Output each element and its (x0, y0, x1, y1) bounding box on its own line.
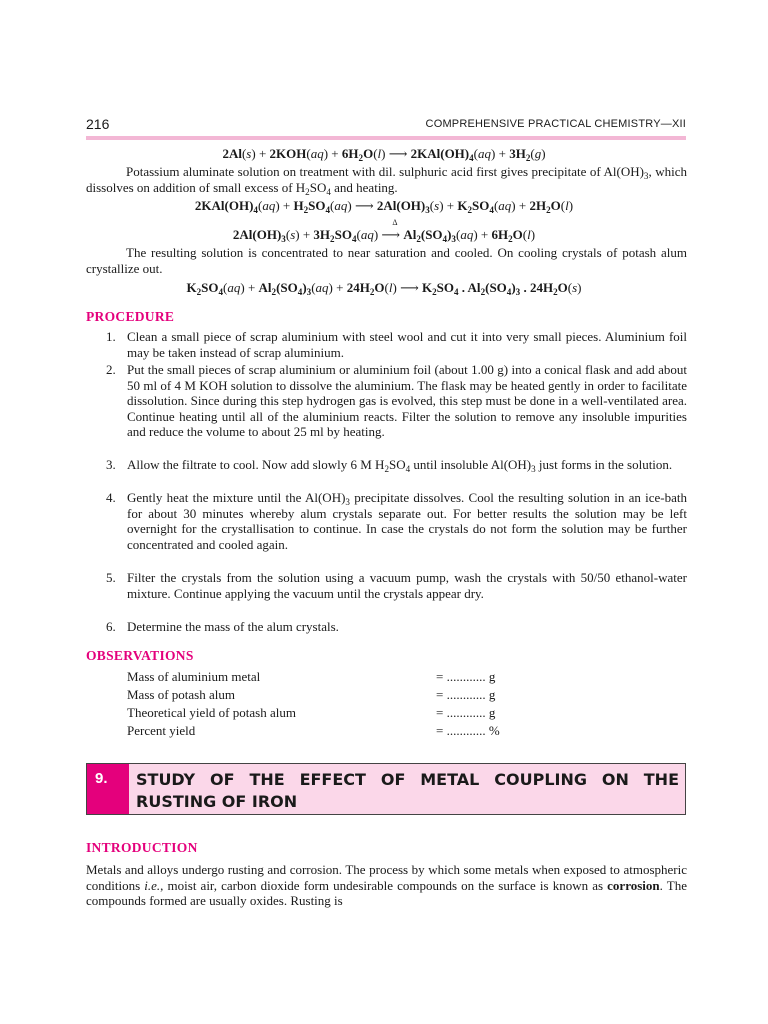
procedure-step-5: 5. Filter the crystals from the solution using a vacuum pump, wash the crystals with 50/50 ethanol-water mixture. Continue applying the vacuum until the crystals appear dry. (106, 570, 687, 601)
running-title: COMPREHENSIVE PRACTICAL CHEMISTRY—XII (425, 118, 686, 130)
page-number: 216 (86, 116, 110, 132)
equation-4: $K_2SO_4(aq) + Al_2(SO_4)_3(aq) + 24H_2O(l)$ ⟶ $K_2SO_4$ . $Al_2(SO_4)_3$ . $24H_2O(s)$ (186, 280, 582, 297)
introduction-paragraph: Metals and alloys undergo rusting and corrosion. The process by which some metals when exposed to atmospheric conditions i.e., moist air, carbon dioxide form undesirable compounds on the surface is known as corrosion. The compounds formed are usually oxides. Rusting is (86, 862, 687, 908)
observation-label: Mass of potash alum (127, 687, 235, 702)
observation-value: = ............ g (436, 687, 496, 702)
procedure-heading: PROCEDURE (86, 309, 175, 324)
equation-2: $2KAl(OH)_4(aq) + H_2SO_4(aq)$ ⟶ $2Al(OH)_3(s) + K_2SO_4(aq) + 2H_2O(l)$ (194, 198, 574, 215)
header-rule (86, 136, 686, 140)
procedure-step-1: 1. Clean a small piece of scrap aluminium with steel wool and cut it into very small pieces. Aluminium foil may be taken instead of scrap aluminium. (106, 329, 687, 360)
observation-label: Percent yield (127, 723, 196, 738)
introduction-heading: INTRODUCTION (86, 840, 198, 855)
procedure-step-2: 2. Put the small pieces of scrap aluminium or aluminium foil (about 1.00 g) into a conical flask and add about 50 ml of 4 M KOH solution to dissolve the aluminium. The flask may be heated gently in order to facilitate dissolution. Since during this step hydrogen gas is evolved, this step must be done in a well-ventilated area. Continue heating until all of the aluminium reacts. Filter the solution to remove any insoluble impurities and reduce the volume to about 25 ml by heating. (106, 362, 687, 439)
page-header (86, 116, 686, 136)
procedure-step-4: 4. Gently heat the mixture until the $Al(OH)_3$ precipitate dissolves. Cool the resulting solution in an ice-bath for about 30 minutes whereby alum crystals separate out. For better results the solution may be left overnight for the crystallisation to continue. In case the crystals do not form the solution may be further concentrated and cooled again. (106, 490, 687, 552)
equation-3: $2Al(OH)_3(s) + 3H_2SO_4(aq)$ Δ ⟶ $Al_2(SO_4)_3(aq) + 6H_2O(l)$ (232, 218, 536, 244)
observation-label: Theoretical yield of potash alum (127, 705, 296, 720)
observations-heading: OBSERVATIONS (86, 648, 194, 663)
equation-1: $2Al(s) + 2KOH(aq) + 6H_2O(l)$ ⟶ $2KAl(OH)_4(aq) + 3H_2(g)$ (222, 146, 546, 163)
paragraph-concentration: The resulting solution is concentrated to near saturation and cooled. On cooling crystals of potash alum crystallize out. (86, 245, 687, 276)
experiment-title-box (86, 763, 686, 815)
observation-value: = ............ g (436, 669, 496, 684)
experiment-title: STUDY OF THE EFFECT OF METAL COUPLING ON THE RUSTING OF IRON (136, 770, 679, 811)
observation-label: Mass of aluminium metal (127, 669, 261, 684)
procedure-step-3: 3. Allow the filtrate to cool. Now add slowly 6 M $H_2SO_4$ until insoluble $Al(OH)_3$ just forms in the solution. (106, 457, 673, 474)
procedure-step-6: 6. Determine the mass of the alum crystals. (106, 619, 339, 634)
experiment-number: 9. (87, 764, 129, 814)
paragraph-aluminate: Potassium aluminate solution on treatment with dil. sulphuric acid first gives precipitate of $Al(OH)_3$, which dissolves on addition of small excess of $H_2SO_4$ and heating. (86, 164, 687, 197)
observation-value: = ............ % (436, 723, 500, 738)
observation-value: = ............ g (436, 705, 496, 720)
